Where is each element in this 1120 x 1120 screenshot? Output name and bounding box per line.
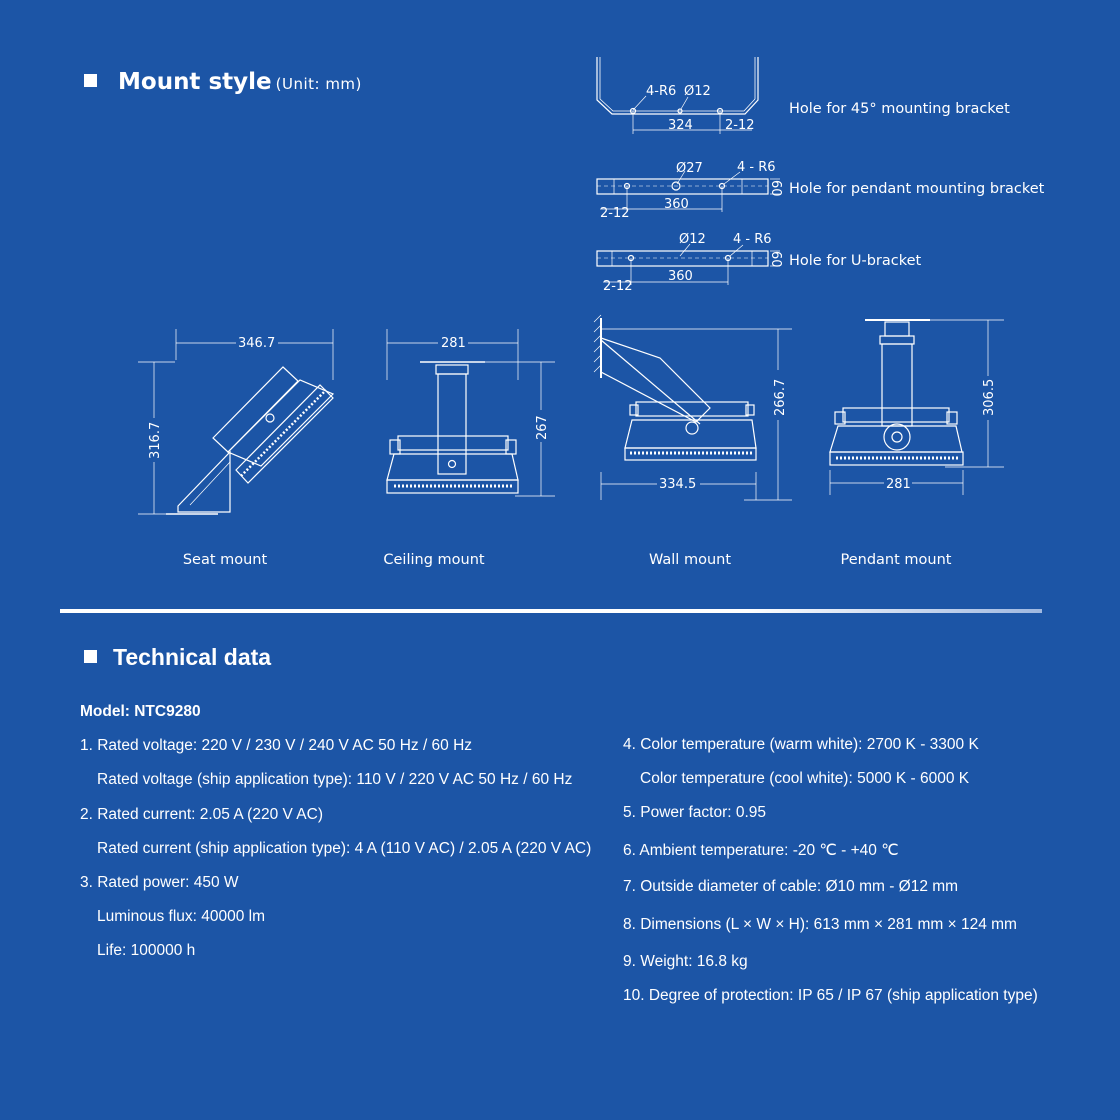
spec-line: 4. Color temperature (warm white): 2700 K - 3300 K bbox=[623, 736, 979, 753]
u-bracket-label-2-12: 2-12 bbox=[603, 279, 633, 294]
u-bracket-hole-caption: Hole for U-bracket bbox=[789, 253, 922, 269]
pendant-width-label: 281 bbox=[886, 477, 911, 492]
section-divider bbox=[60, 609, 1042, 613]
u-bracket-label-d12: Ø12 bbox=[679, 232, 706, 247]
mount-style-title: Mount style bbox=[118, 69, 272, 95]
pendant-label-360: 360 bbox=[664, 197, 689, 212]
spec-line: 9. Weight: 16.8 kg bbox=[623, 953, 748, 970]
spec-line: 1. Rated voltage: 220 V / 230 V / 240 V AC 50 Hz / 60 Hz bbox=[80, 737, 473, 754]
u-bracket-label-360: 360 bbox=[668, 269, 693, 284]
pendant-hole-caption: Hole for pendant mounting bracket bbox=[789, 181, 1045, 197]
pendant-label-r6: 4 - R6 bbox=[737, 160, 776, 175]
pendant-height-label: 306.5 bbox=[982, 378, 997, 416]
technical-data-title: Technical data bbox=[113, 644, 272, 670]
pendant-label-d27: Ø27 bbox=[676, 161, 703, 176]
seat-mount-caption: Seat mount bbox=[182, 552, 268, 568]
spec-line: 2. Rated current: 2.05 A (220 V AC) bbox=[80, 806, 323, 823]
pendant-mount-caption: Pendant mount bbox=[840, 552, 952, 568]
spec-line: 5. Power factor: 0.95 bbox=[623, 804, 767, 821]
spec-line: Rated current (ship application type): 4 A (110 V AC) / 2.05 A (220 V AC) bbox=[97, 840, 592, 857]
bracket45-hole-caption: Hole for 45° mounting bracket bbox=[789, 101, 1010, 117]
pendant-label-60: 60 bbox=[768, 180, 783, 197]
section-bullet-square bbox=[84, 650, 97, 663]
seat-height-label: 316.7 bbox=[148, 421, 163, 459]
pendant-label-2-12: 2-12 bbox=[600, 206, 630, 221]
bracket45-label-d12: Ø12 bbox=[684, 84, 711, 99]
bracket45-label-324: 324 bbox=[668, 118, 693, 133]
unit-note: (Unit: mm) bbox=[275, 75, 362, 93]
bracket45-label-2-12: 2-12 bbox=[725, 118, 755, 133]
ceiling-height-label: 267 bbox=[535, 415, 550, 440]
spec-line: Rated voltage (ship application type): 110 V / 220 V AC 50 Hz / 60 Hz bbox=[97, 771, 573, 788]
ceiling-width-label: 281 bbox=[441, 336, 466, 351]
spec-line: 10. Degree of protection: IP 65 / IP 67 (ship application type) bbox=[623, 987, 1038, 1004]
ceiling-mount-drawing bbox=[387, 329, 555, 496]
spec-line: 8. Dimensions (L × W × H): 613 mm × 281 mm × 124 mm bbox=[623, 916, 1017, 933]
pendant-mount-drawing bbox=[830, 320, 1004, 495]
ceiling-mount-caption: Ceiling mount bbox=[383, 552, 485, 568]
seat-mount-drawing bbox=[138, 329, 333, 514]
wall-height-label: 266.7 bbox=[773, 378, 788, 416]
u-bracket-label-r6: 4 - R6 bbox=[733, 232, 772, 247]
spec-line: Luminous flux: 40000 lm bbox=[97, 908, 266, 925]
spec-line: 3. Rated power: 450 W bbox=[80, 874, 239, 891]
pendant-hole-drawing bbox=[597, 160, 783, 221]
u-bracket-label-60: 60 bbox=[768, 251, 783, 268]
seat-width-label: 346.7 bbox=[238, 336, 276, 351]
bracket45-label-r6: 4-R6 bbox=[646, 84, 677, 99]
wall-mount-drawing bbox=[594, 315, 792, 500]
wall-mount-caption: Wall mount bbox=[648, 552, 732, 568]
wall-width-label: 334.5 bbox=[659, 477, 697, 492]
spec-line: Color temperature (cool white): 5000 K - 6000 K bbox=[640, 770, 970, 787]
model-number: Model: NTC9280 bbox=[80, 703, 201, 720]
spec-line: 6. Ambient temperature: -20 ℃ - +40 ℃ bbox=[623, 842, 899, 859]
spec-line: Life: 100000 h bbox=[97, 942, 196, 959]
bracket-45-hole-drawing bbox=[597, 57, 758, 134]
u-bracket-hole-drawing bbox=[597, 232, 783, 294]
spec-line: 7. Outside diameter of cable: Ø10 mm - Ø12 mm bbox=[623, 878, 959, 895]
